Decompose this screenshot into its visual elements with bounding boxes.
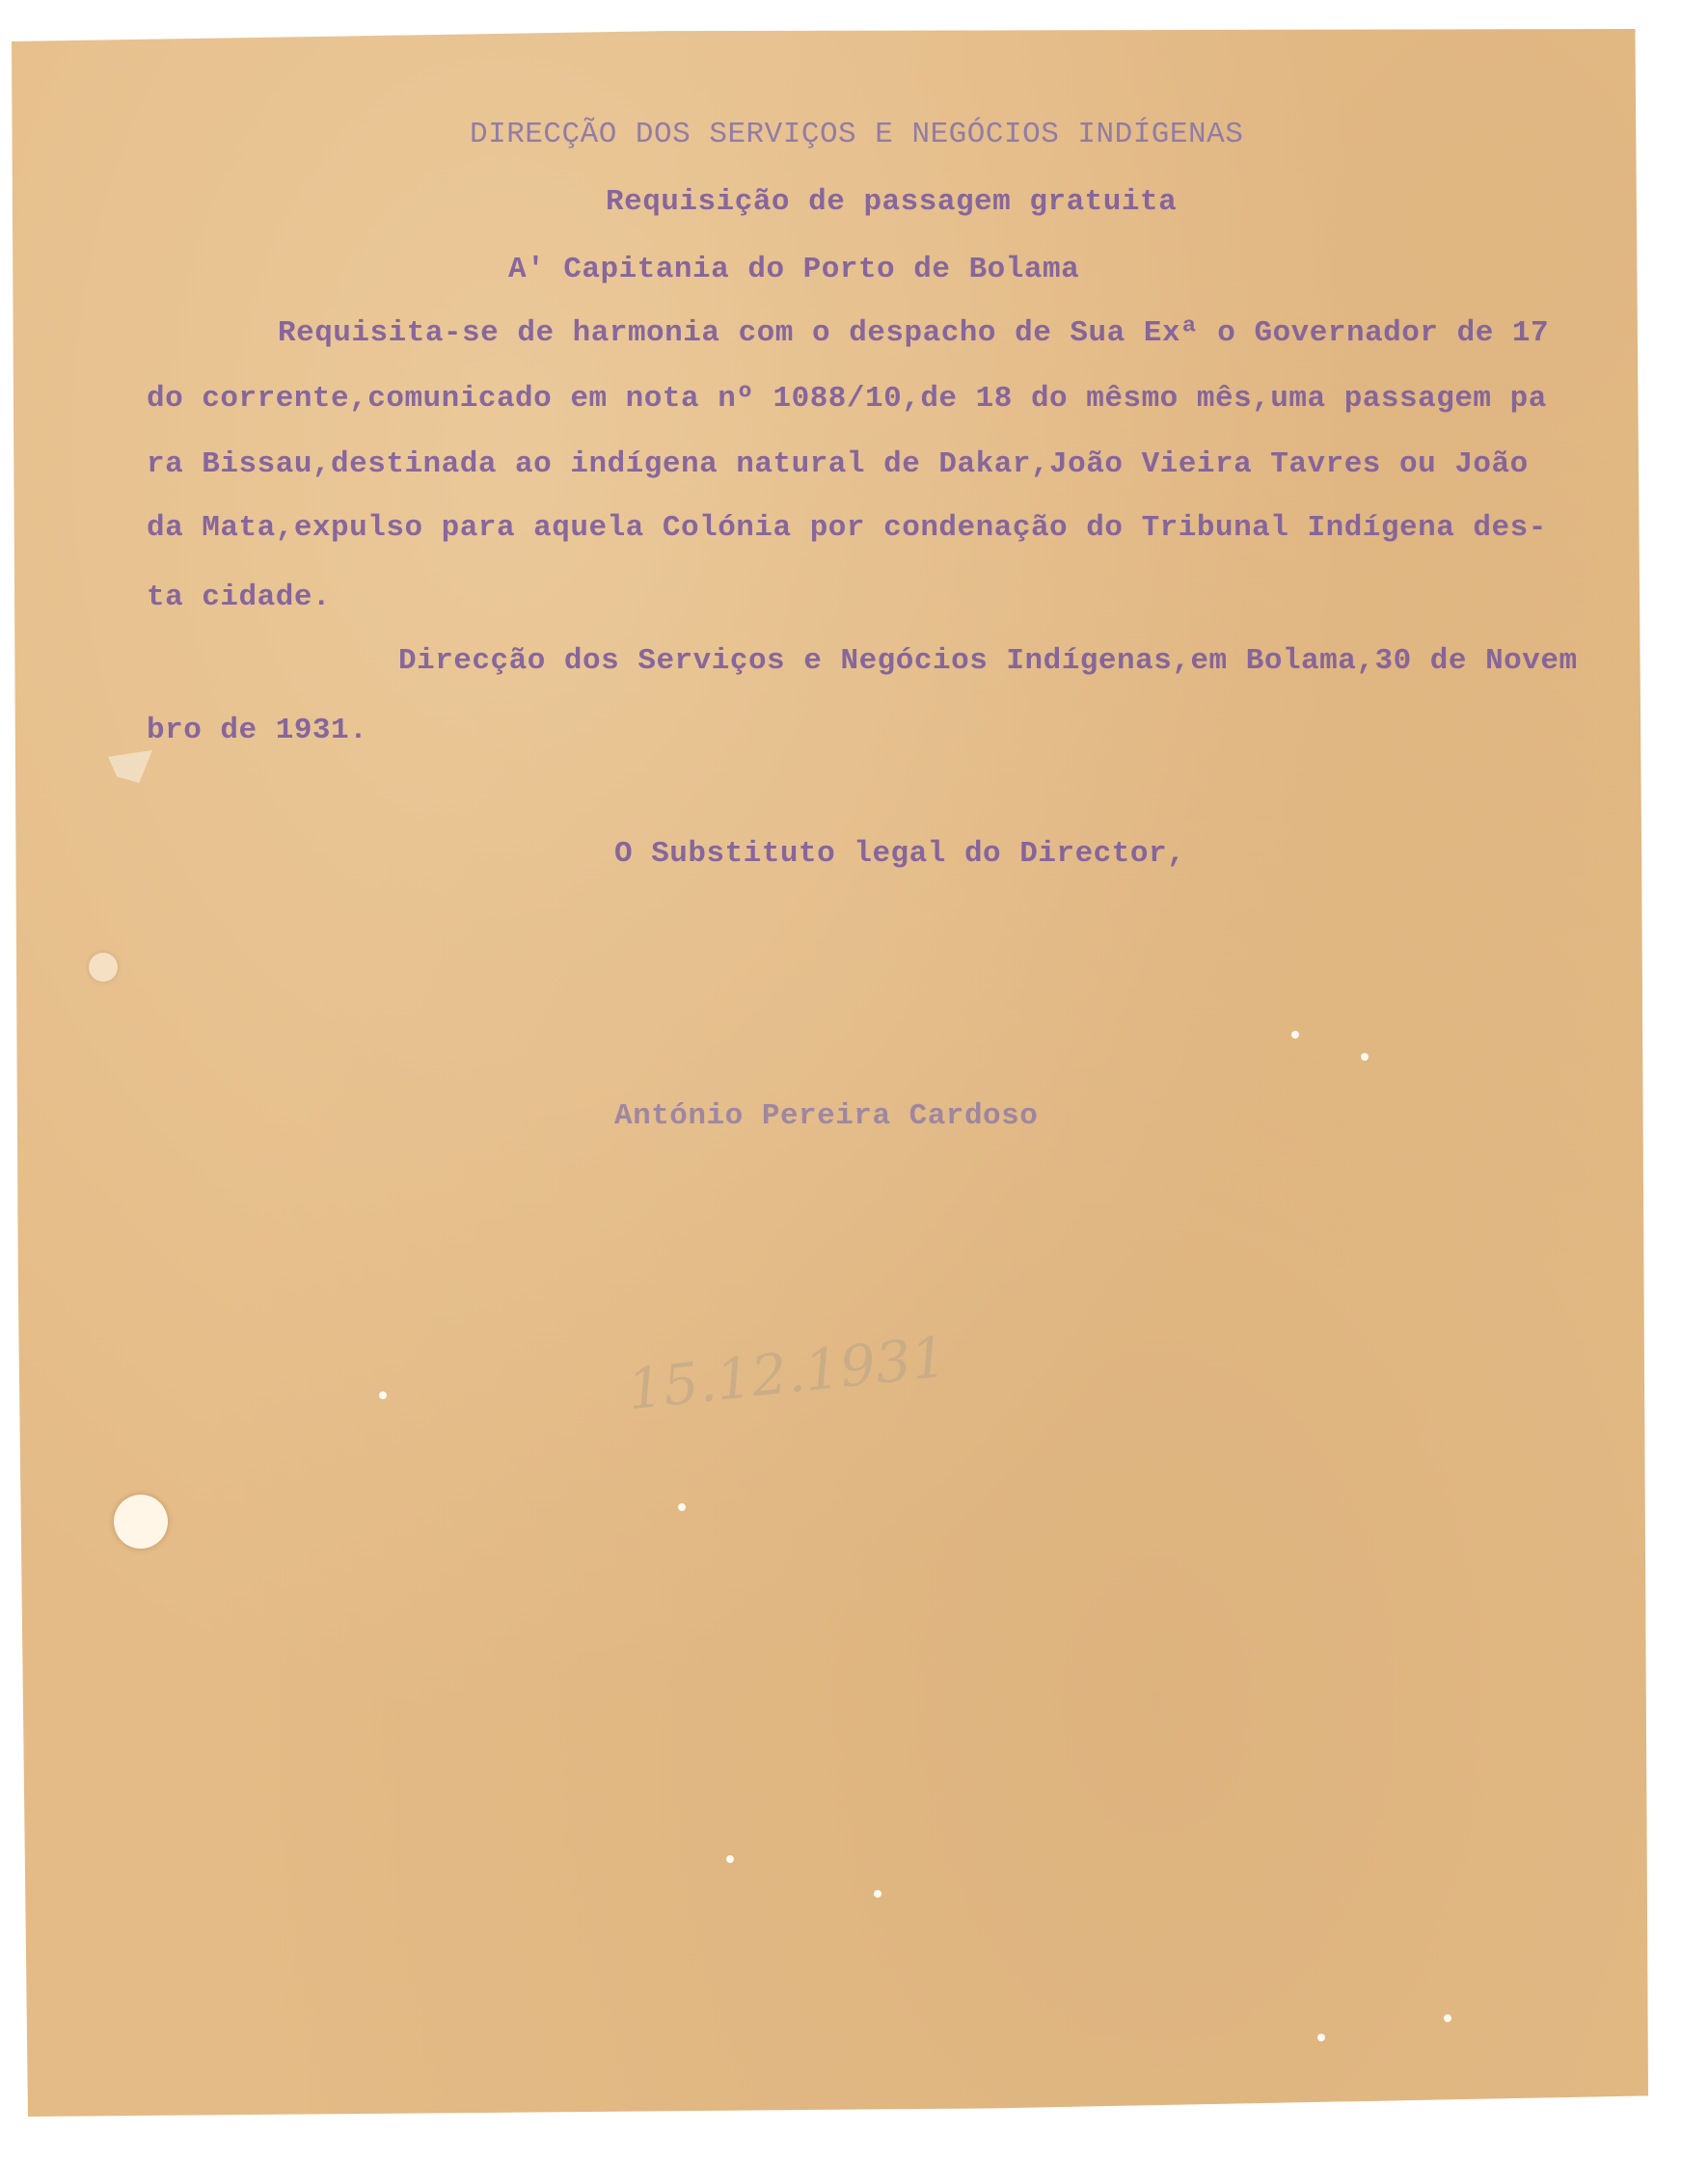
body-line-1: Requisita-se de harmonia com o despacho de Sua Exª o Governador de 17 [278,316,1550,350]
pencil-annotation: 15.12.1931 [624,1323,950,1423]
place-date-line-2: bro de 1931. [147,714,368,747]
signatory-name: António Pereira Cardoso [614,1099,1039,1133]
document-addressee: A' Capitania do Porto de Bolama [508,253,1080,286]
body-line-4: da Mata,expulso para aquela Colónia por condenação do Tribunal Indígena des- [147,511,1547,545]
body-line-3: ra Bissau,destinada ao indígena natural de Dakar,João Vieira Tavres ou João [147,447,1529,481]
body-line-5: ta cidade. [147,580,332,614]
body-line-2: do corrente,comunicado em nota nº 1088/10,de 18 do mêsmo mês,uma passagem pa [147,382,1547,416]
document-header: DIRECÇÃO DOS SERVIÇOS E NEGÓCIOS INDÍGENAS [470,118,1244,151]
place-date-line-1: Direcção dos Serviços e Negócios Indígenas,em Bolama,30 de Novem [398,644,1578,678]
signature-title: O Substituto legal do Director, [614,837,1186,871]
document-subject: Requisição de passagem gratuita [606,185,1178,219]
